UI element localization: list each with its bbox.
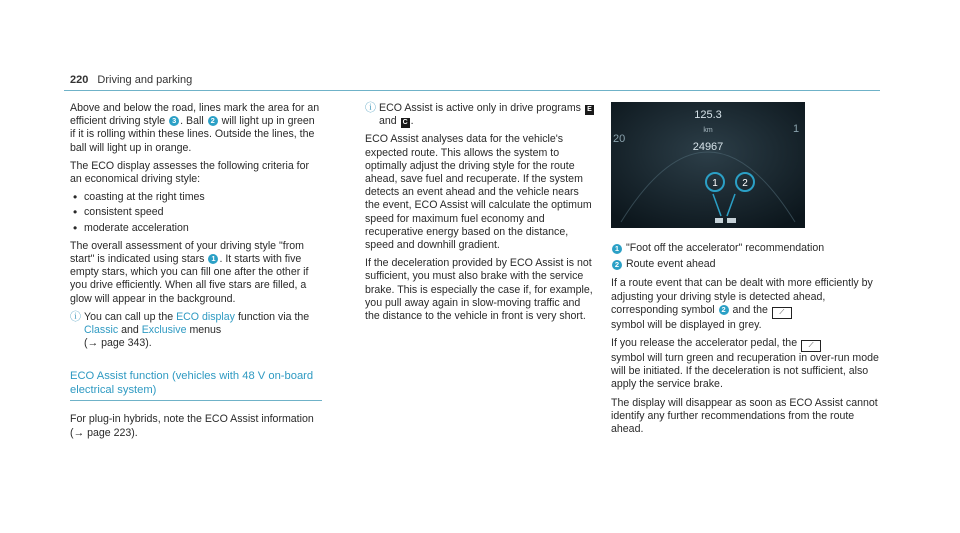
- page-reference[interactable]: (→ page 343).: [84, 337, 152, 350]
- info-note: ⓘ You can call up the ECO display function via the Classic and Exclusive menus (→ page 343).: [70, 310, 310, 350]
- drive-program-c-icon: C: [402, 119, 408, 127]
- header-rule: [64, 90, 880, 91]
- callout-2: 2: [742, 178, 748, 189]
- badge-3: 3: [169, 116, 179, 126]
- badge-2: 2: [612, 260, 622, 270]
- info-icon: ⓘ: [70, 310, 81, 323]
- paragraph: For plug-in hybrids, note the ECO Assist information (→ page 223).: [70, 413, 314, 439]
- drive-program-e-icon: E: [585, 105, 594, 115]
- badge-1: 1: [208, 254, 218, 264]
- callout-1: 1: [712, 178, 718, 189]
- column-2: [365, 102, 595, 328]
- eco-assist-symbol-icon: ⟋: [772, 307, 792, 319]
- paragraph: Above and below the road, lines mark the area for an efficient driving style 3 . Ball 2 will light up in green if it is rolling within these lines. Outside the lines, the ball will light up in orange.: [70, 102, 320, 154]
- section-heading: ECO Assist function (vehicles with 48 V on-board electrical system): [70, 370, 314, 397]
- list-item: • moderate acceleration: [70, 222, 322, 235]
- foot-off-accelerator-icon: [715, 218, 723, 223]
- badge-2: 2: [719, 305, 729, 315]
- section-rule: [70, 400, 322, 401]
- eco-assist-symbol-icon: ⟋: [801, 340, 821, 352]
- legend-item: 1 "Foot off the accelerator" recommendation: [611, 242, 879, 255]
- right-scale-number: 1: [793, 123, 800, 135]
- paragraph: If the deceleration provided by ECO Assist is not sufficient, you must also brake with the service brake. This is especially the case if, for example, you pull away again in slow-moving traffic and the distance to the vehicle in front is very short.: [365, 257, 593, 323]
- badge-1: 1: [612, 244, 622, 254]
- distance-readout: 125.3: [694, 109, 722, 121]
- page-number: 220: [70, 74, 89, 86]
- link-exclusive[interactable]: Exclusive: [141, 324, 187, 337]
- list-item: • coasting at the right times: [70, 191, 322, 204]
- column-1: [70, 102, 322, 445]
- cluster-graphic: [611, 102, 805, 228]
- route-event-icon: [727, 218, 736, 223]
- odometer-readout: 24967: [692, 141, 724, 153]
- legend-item: 2 Route event ahead: [611, 258, 879, 271]
- info-note: ⓘ ECO Assist is active only in drive programs E and C .: [365, 102, 595, 128]
- column-3: [611, 102, 879, 441]
- left-scale-number: 20: [613, 133, 626, 145]
- page-header: [70, 74, 192, 86]
- paragraph: If you release the accelerator pedal, the ⟋ symbol will turn green and recuperation in over-run mode will be initiated. If the deceleration is not sufficient, also apply the service brake.: [611, 337, 879, 391]
- criteria-list: [70, 191, 322, 235]
- paragraph: ECO Assist analyses data for the vehicle's expected route. This allows the system to optimally adjust the driving style for the route ahead, save fuel and recuperate. If the system detects an event ahead and the vehicle nears the event, ECO Assist will calculate the optimum speed for maximum fuel economy and recuperative energy based on the distance, speed and downhill gradient.: [365, 133, 592, 252]
- link-eco-display[interactable]: ECO display: [176, 310, 235, 323]
- instrument-cluster-image: [611, 102, 805, 228]
- distance-unit: km: [703, 127, 713, 134]
- section-title: Driving and parking: [97, 74, 193, 86]
- paragraph: The overall assessment of your driving style "from start" is indicated using stars 1 . It starts with five empty stars, which you can fill one after the other if you drive efficiently. When all five stars are filled, a glow will appear in the background.: [70, 239, 309, 305]
- link-classic[interactable]: Classic: [84, 324, 119, 337]
- info-icon: ⓘ: [365, 102, 376, 114]
- badge-2: 2: [208, 116, 218, 126]
- paragraph: The ECO display assesses the following criteria for an economical driving style:: [70, 159, 310, 186]
- paragraph: If a route event that can be dealt with more efficiently by adjusting your driving style is detected ahead, corresponding symbol 2 and the ⟋ symbol will be displayed in grey.: [611, 277, 873, 331]
- list-item: • consistent speed: [70, 206, 322, 219]
- paragraph: The display will disappear as soon as ECO Assist cannot identify any further recommendations from the route ahead.: [611, 396, 878, 436]
